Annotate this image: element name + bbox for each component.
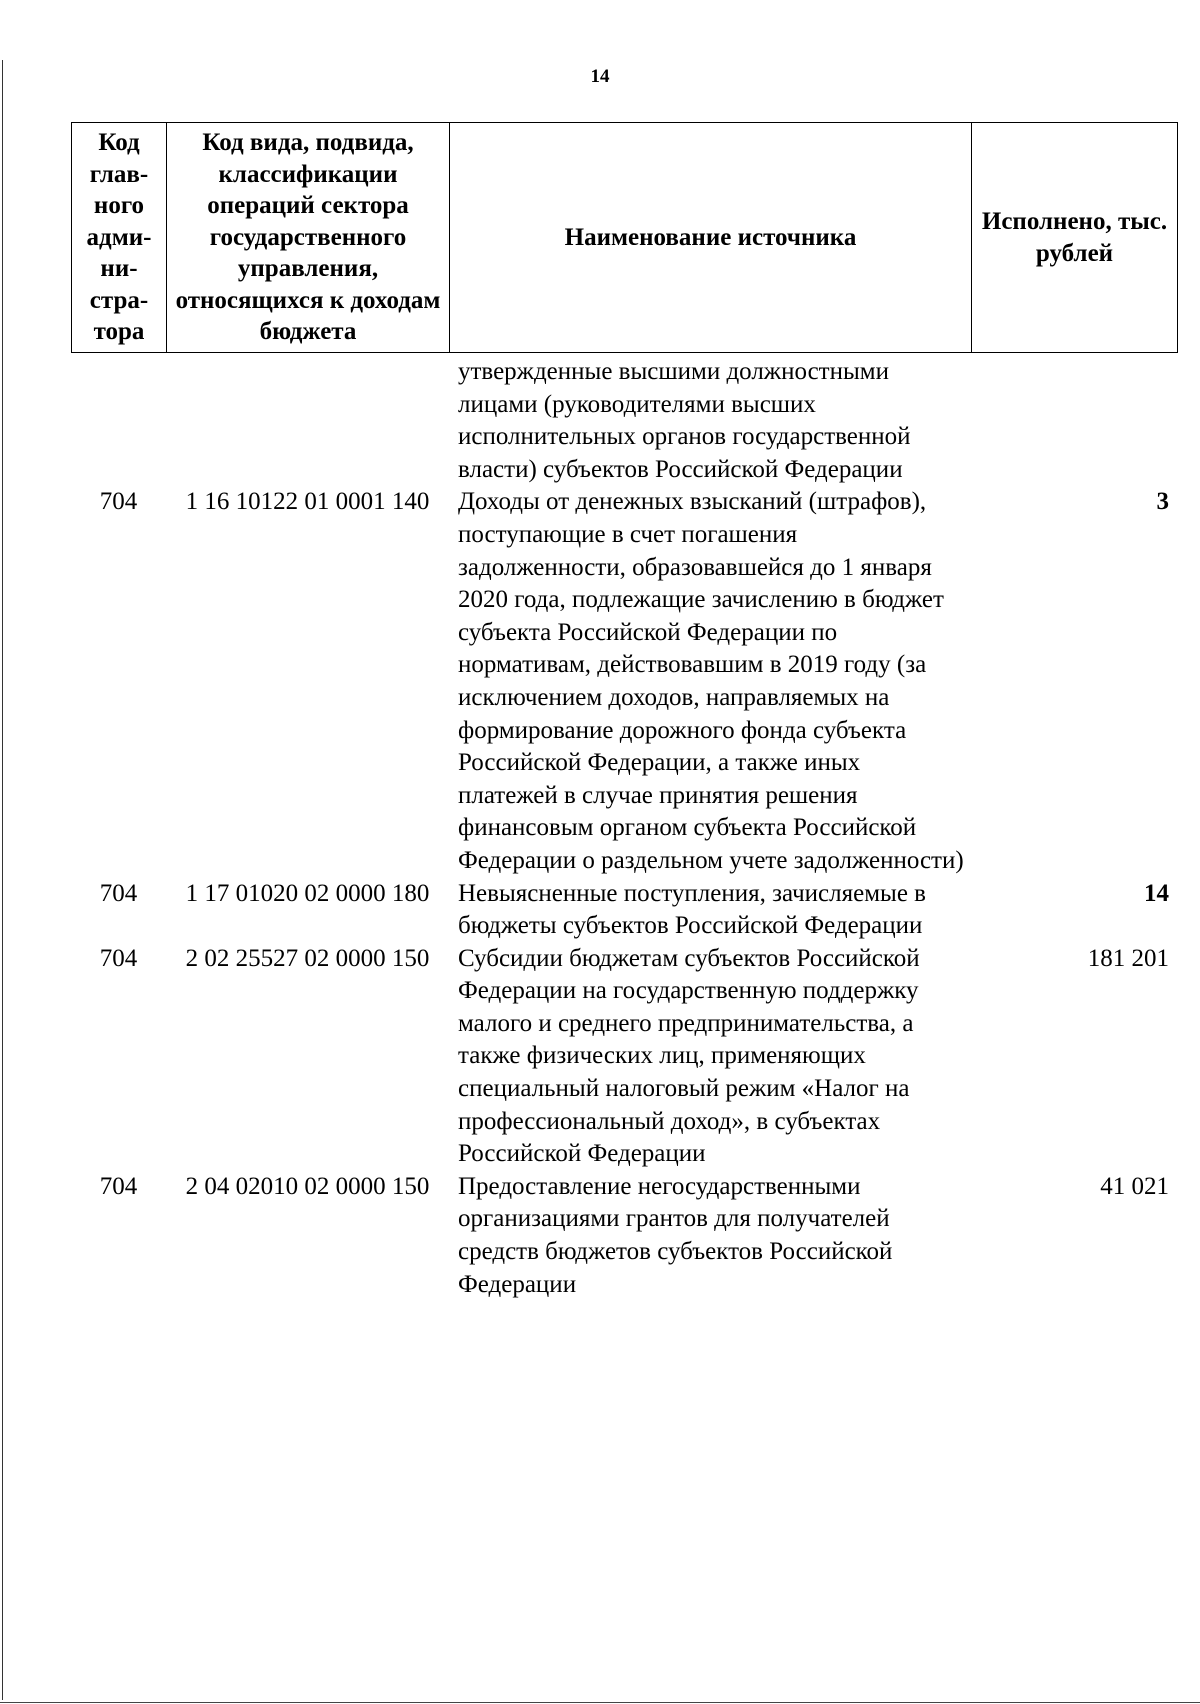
table-row: [71, 878, 1177, 943]
header-income-code: Код вида, подвида, классификации операций сектора государственного управления, относящихся к доходам бюджета: [167, 123, 450, 353]
income-code-cell: 1 17 01020 02 0000 180: [185, 879, 430, 907]
header-source-name: Наименование источника: [450, 123, 972, 353]
source-name-cell: Предоставление негосударственными организациями грантов для получателей средств бюджетов субъектов Российской Федерации: [458, 1172, 893, 1298]
table-row: [71, 943, 1177, 1171]
table-header: [71, 122, 1178, 353]
source-name-cell: Субсидии бюджетам субъектов Российской Федерации на государственную поддержку малого и среднего предпринимательства, а также физических лиц, применяющих специальный налоговый режим «Налог на профессиональный доход», в субъектах Российской Федерации: [458, 944, 920, 1168]
page-number: 14: [590, 66, 610, 87]
admin-code-cell: 704: [99, 488, 138, 516]
executed-cell: 181 201: [1087, 944, 1169, 972]
income-code-cell: 2 04 02010 02 0000 150: [185, 1172, 430, 1200]
income-code-cell: 1 16 10122 01 0001 140: [185, 488, 430, 516]
table-row: [71, 486, 1177, 877]
continuation-text: утвержденные высшими должностными лицами (руководителями высших исполнительных органов государственной власти) субъектов Российской Федерации: [458, 358, 911, 483]
page-edge-bottom: [0, 1702, 1200, 1703]
header-row: [72, 123, 1178, 353]
header-executed: Исполнено, тыс. рублей: [972, 123, 1178, 353]
page-edge-left: [2, 60, 3, 1700]
executed-cell: 3: [1156, 488, 1169, 516]
executed-cell: 14: [1144, 879, 1169, 907]
executed-cell: 41 021: [1100, 1172, 1169, 1200]
income-code-cell: 2 02 25527 02 0000 150: [185, 944, 430, 972]
admin-code-cell: 704: [99, 944, 138, 972]
header-admin-code: Код глав- ного адми- ни- стра- тора: [72, 123, 167, 353]
table-row-continuation: [71, 356, 1177, 486]
admin-code-cell: 704: [99, 879, 138, 907]
table-row: [71, 1171, 1177, 1301]
source-name-cell: Невыясненные поступления, зачисляемые в бюджеты субъектов Российской Федерации: [458, 879, 926, 940]
source-name-cell: Доходы от денежных взысканий (штрафов), поступающие в счет погашения задолженности, образовавшейся до 1 января 2020 года, подлежащие зачислению в бюджет субъекта Российской Федерации по нормативам, действовавшим в 2019 году (за исключением доходов, направляемых на формирование дорожного фонда субъекта Российской Федерации, а также иных платежей в случае принятия решения финансовым органом субъекта Российской Федерации о раздельном учете задолженности): [458, 488, 964, 874]
table-body: [71, 356, 1177, 1301]
admin-code-cell: 704: [99, 1172, 138, 1200]
